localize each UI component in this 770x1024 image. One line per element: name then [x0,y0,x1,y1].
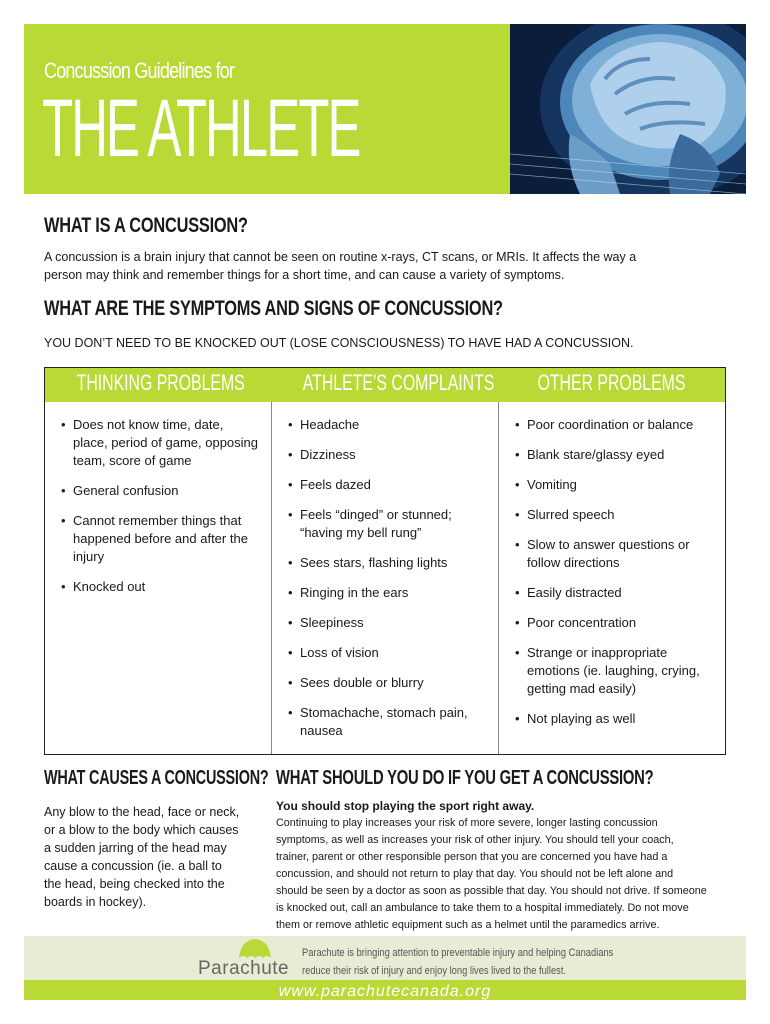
thinking-problems-column [45,402,271,754]
list-item: • Knocked out [61,578,261,596]
list-item: • Sees stars, flashing lights [288,554,488,572]
what-to-do-line: is knocked out, call an ambulance to take them to a hospital immediately. Do not move [276,902,689,914]
what-to-do-heading: WHAT SHOULD YOU DO IF YOU GET A CONCUSSION? [276,767,654,789]
causes-line: a sudden jarring of the head may [44,841,227,855]
list-item: • Slow to answer questions or follow directions [515,536,720,572]
list-item: • Stomachache, stomach pain, nausea [288,704,488,740]
causes-line: boards in hockey). [44,895,147,909]
list-item: • Cannot remember things that happened before and after the injury [61,512,261,566]
thinking-list [61,416,261,608]
list-item: • Feels “dinged” or stunned; “having my bell rung” [288,506,488,542]
list-item: • Strange or inappropriate emotions (ie. laughing, crying, getting mad easily) [515,644,720,698]
what-to-do-line: Continuing to play increases your risk of more severe, longer lasting concussion [276,817,658,829]
list-item: • Headache [288,416,488,434]
causes-line: Any blow to the head, face or neck, [44,805,240,819]
list-item: • Dizziness [288,446,488,464]
other-problems-column [499,402,725,754]
symptoms-subheading: YOU DON’T NEED TO BE KNOCKED OUT (LOSE CONSCIOUSNESS) TO HAVE HAD A CONCUSSION. [44,336,634,350]
column-header-thinking: THINKING PROBLEMS [76,370,245,395]
complaints-list [288,416,488,752]
list-item: • Vomiting [515,476,720,494]
other-list [515,416,720,740]
column-header-other: OTHER PROBLEMS [537,370,686,395]
column-header-complaints: ATHLETE’S COMPLAINTS [302,370,495,395]
list-item: • Poor concentration [515,614,720,632]
what-to-do-line: concussion, and should not return to play that day. You should not be left alone and [276,868,674,880]
what-to-do-line: symptoms, as well as increases your risk of other injury. You should tell your coach, [276,834,674,846]
what-is-text-line-1: A concussion is a brain injury that cannot be seen on routine x-rays, CT scans, or MRIs. It affects the way a [44,250,637,264]
header-subtitle: Concussion Guidelines for [44,58,235,83]
symptoms-table [44,367,726,755]
brain-scan-graphic [510,24,746,194]
list-item: • Sleepiness [288,614,488,632]
symptoms-heading: WHAT ARE THE SYMPTOMS AND SIGNS OF CONCUSSION? [44,297,503,320]
brain-mri-image [510,24,746,194]
causes-line: or a blow to the body which causes [44,823,239,837]
list-item: • Easily distracted [515,584,720,602]
list-item: • Sees double or blurry [288,674,488,692]
athlete-complaints-column [272,402,498,754]
footer-mission-line-2: reduce their risk of injury and enjoy long lives lived to the fullest. [302,965,567,977]
causes-heading: WHAT CAUSES A CONCUSSION? [44,767,269,789]
list-item: • Slurred speech [515,506,720,524]
what-is-text-line-2: person may think and remember things for a short time, and can cause a variety of symptoms. [44,268,565,282]
causes-line: cause a concussion (ie. a ball to [44,859,222,873]
parachute-logo-wordmark: Parachute [198,958,290,979]
list-item: • Loss of vision [288,644,488,662]
header-title: THE ATHLETE [42,83,360,174]
what-to-do-line: them or remove athletic equipment such as a helmet until the paramedics arrive. [276,919,660,931]
list-item: • Feels dazed [288,476,488,494]
list-item: • Ringing in the ears [288,584,488,602]
what-is-concussion-heading: WHAT IS A CONCUSSION? [44,214,248,237]
what-to-do-line: should be seen by a doctor as soon as possible that day. You should not drive. If someone [276,885,707,897]
list-item: • Does not know time, date, place, period of game, opposing team, score of game [61,416,261,470]
causes-line: the head, being checked into the [44,877,225,891]
footer-mission-line-1: Parachute is bringing attention to preventable injury and helping Canadians [302,947,614,959]
what-to-do-line: trainer, parent or other responsible person that you are concerned you have had a [276,851,668,863]
list-item: • General confusion [61,482,261,500]
parachute-canopy-icon [238,938,272,960]
list-item: • Not playing as well [515,710,720,728]
stop-playing-statement: You should stop playing the sport right away. [276,799,535,813]
website-link[interactable]: www.parachutecanada.org [278,983,492,1000]
list-item: • Blank stare/glassy eyed [515,446,720,464]
list-item: • Poor coordination or balance [515,416,720,434]
